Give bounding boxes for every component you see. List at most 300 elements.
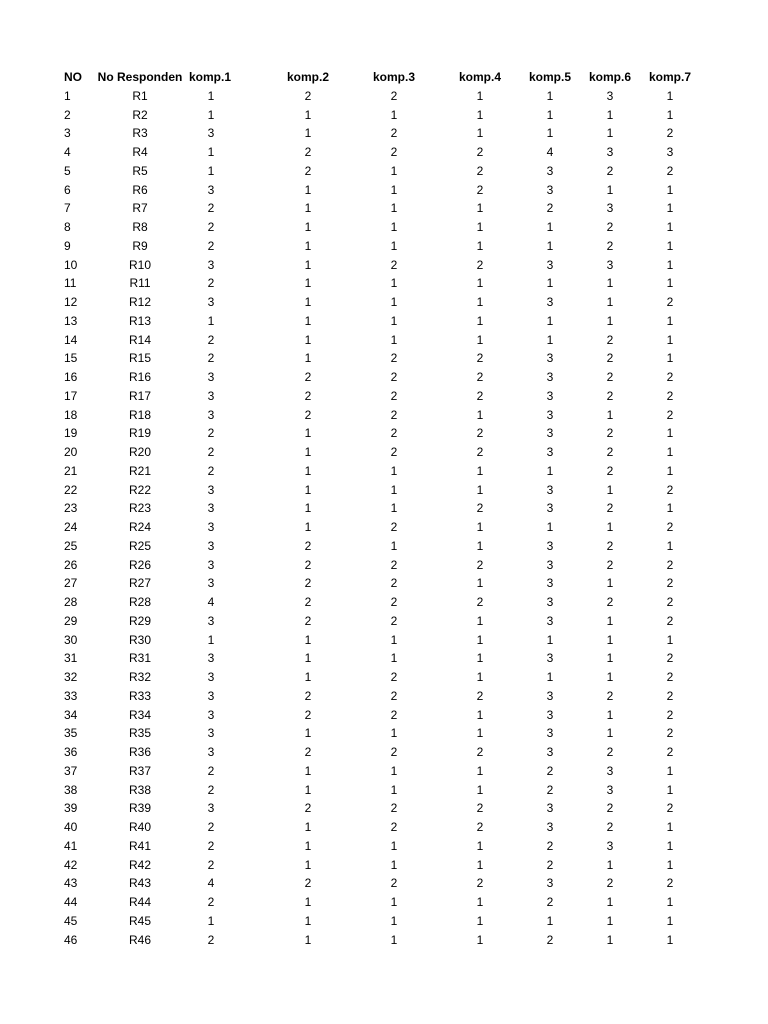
cell-no: 26 bbox=[64, 557, 78, 572]
cell-responden: R14 bbox=[128, 332, 151, 347]
cell-komp-6: 2 bbox=[606, 332, 614, 347]
cell-komp-7: 1 bbox=[666, 820, 674, 834]
cell-responden: R34 bbox=[128, 707, 151, 722]
header-komp-3: komp.3 bbox=[372, 70, 415, 84]
cell-no: 23 bbox=[64, 501, 78, 516]
header-no: NO bbox=[64, 70, 82, 84]
table-row bbox=[0, 499, 768, 518]
cell-komp-7: 1 bbox=[666, 238, 674, 253]
cell-komp-6: 2 bbox=[606, 538, 614, 553]
cell-komp-2: 1 bbox=[304, 182, 312, 197]
cell-komp-6: 1 bbox=[606, 632, 614, 647]
cell-komp-7: 2 bbox=[666, 482, 674, 497]
cell-no: 17 bbox=[64, 388, 78, 403]
cell-komp-1: 2 bbox=[207, 463, 215, 478]
cell-komp-5: 1 bbox=[546, 238, 554, 253]
cell-komp-4: 1 bbox=[476, 651, 484, 666]
cell-komp-5: 2 bbox=[546, 782, 554, 797]
cell-komp-5: 3 bbox=[546, 557, 554, 572]
cell-komp-4: 2 bbox=[476, 801, 484, 816]
cell-komp-1: 3 bbox=[207, 538, 215, 553]
cell-komp-1: 3 bbox=[207, 801, 215, 816]
cell-responden: R23 bbox=[128, 501, 151, 516]
table-row bbox=[0, 743, 768, 762]
cell-komp-4: 2 bbox=[476, 163, 484, 178]
cell-no: 2 bbox=[64, 107, 71, 122]
cell-komp-2: 1 bbox=[304, 295, 312, 309]
cell-komp-2: 1 bbox=[304, 820, 312, 834]
table-row bbox=[0, 87, 768, 106]
cell-komp-3: 2 bbox=[390, 801, 398, 816]
table-row bbox=[0, 706, 768, 725]
table-row bbox=[0, 237, 768, 256]
cell-komp-3: 1 bbox=[390, 313, 398, 328]
cell-komp-5: 1 bbox=[546, 520, 554, 534]
cell-komp-4: 2 bbox=[476, 557, 484, 572]
cell-no: 7 bbox=[64, 201, 71, 216]
cell-komp-1: 2 bbox=[207, 838, 215, 853]
cell-komp-3: 1 bbox=[390, 726, 398, 741]
table-row bbox=[0, 256, 768, 275]
cell-komp-2: 1 bbox=[304, 895, 312, 909]
cell-responden: R8 bbox=[132, 220, 148, 234]
cell-komp-6: 1 bbox=[606, 313, 614, 328]
cell-komp-3: 1 bbox=[390, 538, 398, 553]
cell-komp-3: 1 bbox=[390, 163, 398, 178]
cell-komp-4: 1 bbox=[476, 407, 484, 422]
cell-komp-3: 2 bbox=[390, 688, 398, 703]
table-row bbox=[0, 856, 768, 875]
cell-komp-6: 2 bbox=[606, 445, 614, 459]
cell-komp-2: 1 bbox=[304, 107, 312, 122]
table-row bbox=[0, 162, 768, 181]
cell-responden: R28 bbox=[128, 595, 151, 609]
cell-no: 12 bbox=[64, 295, 78, 309]
cell-komp-7: 2 bbox=[666, 651, 674, 666]
cell-komp-2: 1 bbox=[304, 726, 312, 741]
cell-komp-3: 1 bbox=[390, 895, 398, 909]
cell-komp-6: 1 bbox=[606, 932, 614, 947]
cell-komp-1: 3 bbox=[207, 407, 215, 422]
cell-komp-4: 1 bbox=[476, 613, 484, 628]
cell-komp-5: 3 bbox=[546, 182, 554, 197]
cell-komp-6: 1 bbox=[606, 482, 614, 497]
cell-komp-2: 1 bbox=[304, 632, 312, 647]
cell-komp-1: 1 bbox=[207, 632, 215, 647]
cell-responden: R38 bbox=[128, 782, 151, 797]
cell-komp-6: 2 bbox=[606, 820, 614, 834]
cell-komp-1: 4 bbox=[207, 595, 215, 609]
cell-komp-2: 1 bbox=[304, 426, 312, 441]
cell-responden: R32 bbox=[128, 670, 151, 684]
cell-komp-7: 1 bbox=[666, 857, 674, 872]
table-row bbox=[0, 443, 768, 462]
cell-no: 6 bbox=[64, 182, 71, 197]
cell-komp-3: 2 bbox=[390, 557, 398, 572]
cell-komp-7: 1 bbox=[666, 463, 674, 478]
cell-komp-5: 2 bbox=[546, 895, 554, 909]
cell-komp-5: 3 bbox=[546, 407, 554, 422]
cell-responden: R31 bbox=[128, 651, 151, 666]
cell-komp-7: 1 bbox=[666, 257, 674, 272]
cell-komp-7: 1 bbox=[666, 182, 674, 197]
cell-komp-3: 2 bbox=[390, 670, 398, 684]
cell-komp-6: 1 bbox=[606, 857, 614, 872]
cell-no: 41 bbox=[64, 838, 78, 853]
cell-no: 34 bbox=[64, 707, 78, 722]
cell-komp-1: 2 bbox=[207, 351, 215, 366]
cell-komp-3: 1 bbox=[390, 482, 398, 497]
cell-komp-4: 2 bbox=[476, 351, 484, 366]
cell-komp-3: 2 bbox=[390, 351, 398, 366]
cell-komp-5: 3 bbox=[546, 876, 554, 891]
cell-komp-7: 2 bbox=[666, 688, 674, 703]
cell-komp-1: 2 bbox=[207, 445, 215, 459]
table-row bbox=[0, 106, 768, 125]
cell-no: 25 bbox=[64, 538, 78, 553]
cell-komp-6: 2 bbox=[606, 876, 614, 891]
cell-komp-2: 1 bbox=[304, 238, 312, 253]
cell-no: 43 bbox=[64, 876, 78, 891]
cell-komp-5: 1 bbox=[546, 107, 554, 122]
cell-no: 29 bbox=[64, 613, 78, 628]
table-row bbox=[0, 199, 768, 218]
cell-komp-7: 1 bbox=[666, 501, 674, 516]
cell-komp-4: 1 bbox=[476, 707, 484, 722]
cell-komp-5: 2 bbox=[546, 201, 554, 216]
cell-komp-5: 3 bbox=[546, 745, 554, 759]
cell-no: 13 bbox=[64, 313, 78, 328]
table-row bbox=[0, 931, 768, 950]
cell-komp-6: 2 bbox=[606, 163, 614, 178]
cell-komp-5: 1 bbox=[546, 313, 554, 328]
cell-komp-1: 3 bbox=[207, 126, 215, 141]
cell-komp-1: 4 bbox=[207, 876, 215, 891]
table-row bbox=[0, 462, 768, 481]
cell-komp-3: 1 bbox=[390, 332, 398, 347]
cell-komp-7: 1 bbox=[666, 276, 674, 291]
cell-komp-6: 2 bbox=[606, 351, 614, 366]
header-komp-6: komp.6 bbox=[588, 70, 631, 84]
cell-komp-2: 1 bbox=[304, 501, 312, 516]
cell-komp-4: 1 bbox=[476, 932, 484, 947]
cell-komp-3: 2 bbox=[390, 426, 398, 441]
cell-komp-4: 1 bbox=[476, 913, 484, 928]
cell-responden: R9 bbox=[132, 238, 148, 253]
cell-komp-5: 1 bbox=[546, 463, 554, 478]
table-row bbox=[0, 649, 768, 668]
cell-komp-6: 1 bbox=[606, 107, 614, 122]
cell-komp-5: 3 bbox=[546, 351, 554, 366]
cell-komp-7: 1 bbox=[666, 782, 674, 797]
cell-komp-6: 1 bbox=[606, 913, 614, 928]
cell-responden: R11 bbox=[129, 276, 151, 291]
cell-komp-5: 3 bbox=[546, 595, 554, 609]
cell-komp-7: 2 bbox=[666, 670, 674, 684]
cell-responden: R6 bbox=[132, 182, 148, 197]
cell-komp-1: 2 bbox=[207, 820, 215, 834]
cell-responden: R40 bbox=[128, 820, 151, 834]
cell-komp-1: 2 bbox=[207, 857, 215, 872]
cell-komp-4: 1 bbox=[476, 726, 484, 741]
cell-komp-7: 1 bbox=[666, 538, 674, 553]
cell-komp-1: 3 bbox=[207, 613, 215, 628]
table-row bbox=[0, 124, 768, 143]
cell-komp-2: 1 bbox=[304, 913, 312, 928]
cell-komp-1: 1 bbox=[207, 107, 215, 122]
cell-komp-6: 2 bbox=[606, 595, 614, 609]
cell-komp-5: 3 bbox=[546, 370, 554, 384]
cell-komp-2: 1 bbox=[304, 220, 312, 234]
table-row bbox=[0, 387, 768, 406]
cell-no: 36 bbox=[64, 745, 78, 759]
cell-komp-4: 1 bbox=[476, 276, 484, 291]
cell-komp-1: 1 bbox=[207, 913, 215, 928]
cell-komp-4: 2 bbox=[476, 501, 484, 516]
table-body bbox=[0, 87, 768, 950]
cell-komp-1: 3 bbox=[207, 482, 215, 497]
cell-komp-5: 3 bbox=[546, 445, 554, 459]
cell-komp-1: 3 bbox=[207, 182, 215, 197]
cell-no: 20 bbox=[64, 445, 78, 459]
cell-komp-7: 1 bbox=[666, 201, 674, 216]
cell-komp-5: 3 bbox=[546, 501, 554, 516]
cell-komp-7: 2 bbox=[666, 726, 674, 741]
cell-komp-4: 1 bbox=[476, 632, 484, 647]
cell-komp-4: 1 bbox=[476, 313, 484, 328]
cell-komp-6: 3 bbox=[606, 763, 614, 778]
cell-komp-3: 2 bbox=[390, 145, 398, 159]
cell-komp-2: 1 bbox=[304, 257, 312, 272]
cell-komp-4: 1 bbox=[476, 782, 484, 797]
table-row bbox=[0, 668, 768, 687]
table-row bbox=[0, 481, 768, 500]
cell-komp-3: 2 bbox=[390, 745, 398, 759]
cell-no: 3 bbox=[64, 126, 71, 141]
cell-komp-4: 1 bbox=[476, 763, 484, 778]
cell-komp-3: 2 bbox=[390, 407, 398, 422]
cell-komp-6: 1 bbox=[606, 726, 614, 741]
cell-no: 24 bbox=[64, 520, 78, 534]
table-row bbox=[0, 612, 768, 631]
cell-no: 31 bbox=[64, 651, 78, 666]
cell-komp-6: 2 bbox=[606, 388, 614, 403]
header-komp-2: komp.2 bbox=[286, 70, 329, 84]
cell-komp-1: 3 bbox=[207, 707, 215, 722]
cell-responden: R36 bbox=[128, 745, 151, 759]
cell-komp-6: 2 bbox=[606, 463, 614, 478]
cell-komp-6: 1 bbox=[606, 613, 614, 628]
cell-komp-6: 3 bbox=[606, 88, 614, 103]
cell-komp-5: 1 bbox=[546, 88, 554, 103]
cell-komp-3: 1 bbox=[390, 295, 398, 309]
cell-komp-2: 1 bbox=[304, 670, 312, 684]
cell-komp-5: 2 bbox=[546, 857, 554, 872]
table-row bbox=[0, 312, 768, 331]
cell-komp-7: 2 bbox=[666, 407, 674, 422]
table-row bbox=[0, 593, 768, 612]
cell-komp-6: 3 bbox=[606, 145, 614, 159]
cell-no: 44 bbox=[64, 895, 78, 909]
cell-responden: R16 bbox=[128, 370, 151, 384]
cell-komp-1: 3 bbox=[207, 745, 215, 759]
cell-komp-3: 2 bbox=[390, 126, 398, 141]
cell-komp-5: 3 bbox=[546, 726, 554, 741]
cell-komp-7: 2 bbox=[666, 557, 674, 572]
cell-responden: R5 bbox=[132, 163, 148, 178]
cell-komp-6: 1 bbox=[606, 576, 614, 591]
cell-komp-2: 2 bbox=[304, 370, 312, 384]
cell-komp-3: 1 bbox=[390, 463, 398, 478]
cell-responden: R1 bbox=[132, 88, 148, 103]
header-komp-7: komp.7 bbox=[648, 70, 691, 84]
cell-komp-5: 3 bbox=[546, 482, 554, 497]
cell-komp-6: 1 bbox=[606, 707, 614, 722]
table-row bbox=[0, 406, 768, 425]
cell-no: 9 bbox=[64, 238, 71, 253]
cell-komp-6: 3 bbox=[606, 782, 614, 797]
cell-komp-3: 2 bbox=[390, 257, 398, 272]
cell-komp-2: 1 bbox=[304, 857, 312, 872]
cell-komp-5: 3 bbox=[546, 295, 554, 309]
cell-no: 1 bbox=[64, 88, 71, 103]
cell-komp-4: 1 bbox=[476, 576, 484, 591]
cell-komp-7: 1 bbox=[666, 632, 674, 647]
table-row bbox=[0, 293, 768, 312]
cell-komp-4: 2 bbox=[476, 445, 484, 459]
cell-responden: R10 bbox=[128, 257, 151, 272]
cell-komp-1: 3 bbox=[207, 520, 215, 534]
header-komp-5: komp.5 bbox=[528, 70, 571, 84]
table-row bbox=[0, 181, 768, 200]
cell-komp-3: 1 bbox=[390, 182, 398, 197]
cell-komp-3: 1 bbox=[390, 651, 398, 666]
cell-komp-6: 2 bbox=[606, 745, 614, 759]
cell-komp-6: 1 bbox=[606, 895, 614, 909]
cell-komp-1: 3 bbox=[207, 688, 215, 703]
cell-komp-7: 1 bbox=[666, 445, 674, 459]
cell-komp-1: 3 bbox=[207, 726, 215, 741]
cell-komp-2: 2 bbox=[304, 88, 312, 103]
table-row bbox=[0, 424, 768, 443]
cell-komp-5: 3 bbox=[546, 651, 554, 666]
cell-no: 39 bbox=[64, 801, 78, 816]
cell-komp-5: 3 bbox=[546, 388, 554, 403]
cell-responden: R22 bbox=[128, 482, 151, 497]
cell-komp-5: 2 bbox=[546, 838, 554, 853]
cell-komp-1: 2 bbox=[207, 332, 215, 347]
cell-komp-4: 2 bbox=[476, 388, 484, 403]
cell-komp-6: 3 bbox=[606, 201, 614, 216]
cell-komp-3: 1 bbox=[390, 220, 398, 234]
cell-komp-7: 3 bbox=[666, 145, 674, 159]
cell-no: 14 bbox=[64, 332, 78, 347]
cell-no: 27 bbox=[64, 576, 78, 591]
cell-komp-5: 2 bbox=[546, 932, 554, 947]
cell-komp-2: 1 bbox=[304, 782, 312, 797]
cell-komp-5: 1 bbox=[546, 670, 554, 684]
cell-komp-4: 2 bbox=[476, 145, 484, 159]
cell-komp-1: 2 bbox=[207, 238, 215, 253]
cell-no: 21 bbox=[64, 463, 78, 478]
cell-komp-7: 2 bbox=[666, 295, 674, 309]
cell-komp-2: 2 bbox=[304, 407, 312, 422]
cell-no: 40 bbox=[64, 820, 78, 834]
cell-komp-2: 1 bbox=[304, 351, 312, 366]
cell-komp-7: 2 bbox=[666, 520, 674, 534]
cell-komp-6: 2 bbox=[606, 688, 614, 703]
table-row bbox=[0, 724, 768, 743]
cell-komp-1: 1 bbox=[207, 313, 215, 328]
cell-komp-6: 2 bbox=[606, 370, 614, 384]
cell-komp-6: 3 bbox=[606, 838, 614, 853]
cell-komp-4: 2 bbox=[476, 182, 484, 197]
cell-no: 4 bbox=[64, 145, 71, 159]
table-row bbox=[0, 837, 768, 856]
cell-komp-4: 2 bbox=[476, 370, 484, 384]
cell-komp-6: 2 bbox=[606, 557, 614, 572]
cell-komp-6: 2 bbox=[606, 426, 614, 441]
cell-komp-4: 2 bbox=[476, 595, 484, 609]
cell-komp-1: 3 bbox=[207, 295, 215, 309]
cell-komp-7: 2 bbox=[666, 876, 674, 891]
cell-komp-1: 1 bbox=[207, 88, 215, 103]
cell-komp-4: 2 bbox=[476, 257, 484, 272]
cell-no: 8 bbox=[64, 220, 71, 234]
cell-komp-7: 1 bbox=[666, 351, 674, 366]
cell-komp-3: 1 bbox=[390, 107, 398, 122]
cell-no: 32 bbox=[64, 670, 78, 684]
cell-komp-1: 3 bbox=[207, 670, 215, 684]
cell-responden: R35 bbox=[128, 726, 151, 741]
cell-komp-7: 1 bbox=[666, 838, 674, 853]
cell-komp-2: 1 bbox=[304, 201, 312, 216]
table-row bbox=[0, 912, 768, 931]
cell-responden: R24 bbox=[128, 520, 151, 534]
cell-komp-1: 2 bbox=[207, 220, 215, 234]
cell-no: 5 bbox=[64, 163, 71, 178]
cell-no: 18 bbox=[64, 407, 78, 422]
cell-komp-1: 1 bbox=[207, 145, 215, 159]
cell-komp-3: 1 bbox=[390, 913, 398, 928]
cell-komp-1: 1 bbox=[207, 163, 215, 178]
cell-komp-2: 2 bbox=[304, 145, 312, 159]
cell-responden: R42 bbox=[128, 857, 151, 872]
cell-komp-7: 1 bbox=[666, 426, 674, 441]
cell-komp-6: 1 bbox=[606, 520, 614, 534]
cell-no: 46 bbox=[64, 932, 78, 947]
cell-komp-4: 1 bbox=[476, 538, 484, 553]
table-header-row bbox=[0, 68, 768, 87]
table-row bbox=[0, 368, 768, 387]
cell-no: 16 bbox=[64, 370, 78, 384]
table-row bbox=[0, 218, 768, 237]
cell-komp-2: 1 bbox=[304, 445, 312, 459]
cell-komp-6: 1 bbox=[606, 276, 614, 291]
cell-komp-5: 3 bbox=[546, 820, 554, 834]
cell-responden: R26 bbox=[128, 557, 151, 572]
cell-komp-7: 2 bbox=[666, 707, 674, 722]
cell-komp-4: 1 bbox=[476, 332, 484, 347]
table-row bbox=[0, 349, 768, 368]
cell-no: 10 bbox=[64, 257, 78, 272]
cell-komp-4: 1 bbox=[476, 838, 484, 853]
cell-komp-3: 2 bbox=[390, 613, 398, 628]
cell-komp-7: 2 bbox=[666, 388, 674, 403]
cell-komp-1: 2 bbox=[207, 782, 215, 797]
cell-komp-3: 2 bbox=[390, 820, 398, 834]
cell-komp-3: 1 bbox=[390, 632, 398, 647]
